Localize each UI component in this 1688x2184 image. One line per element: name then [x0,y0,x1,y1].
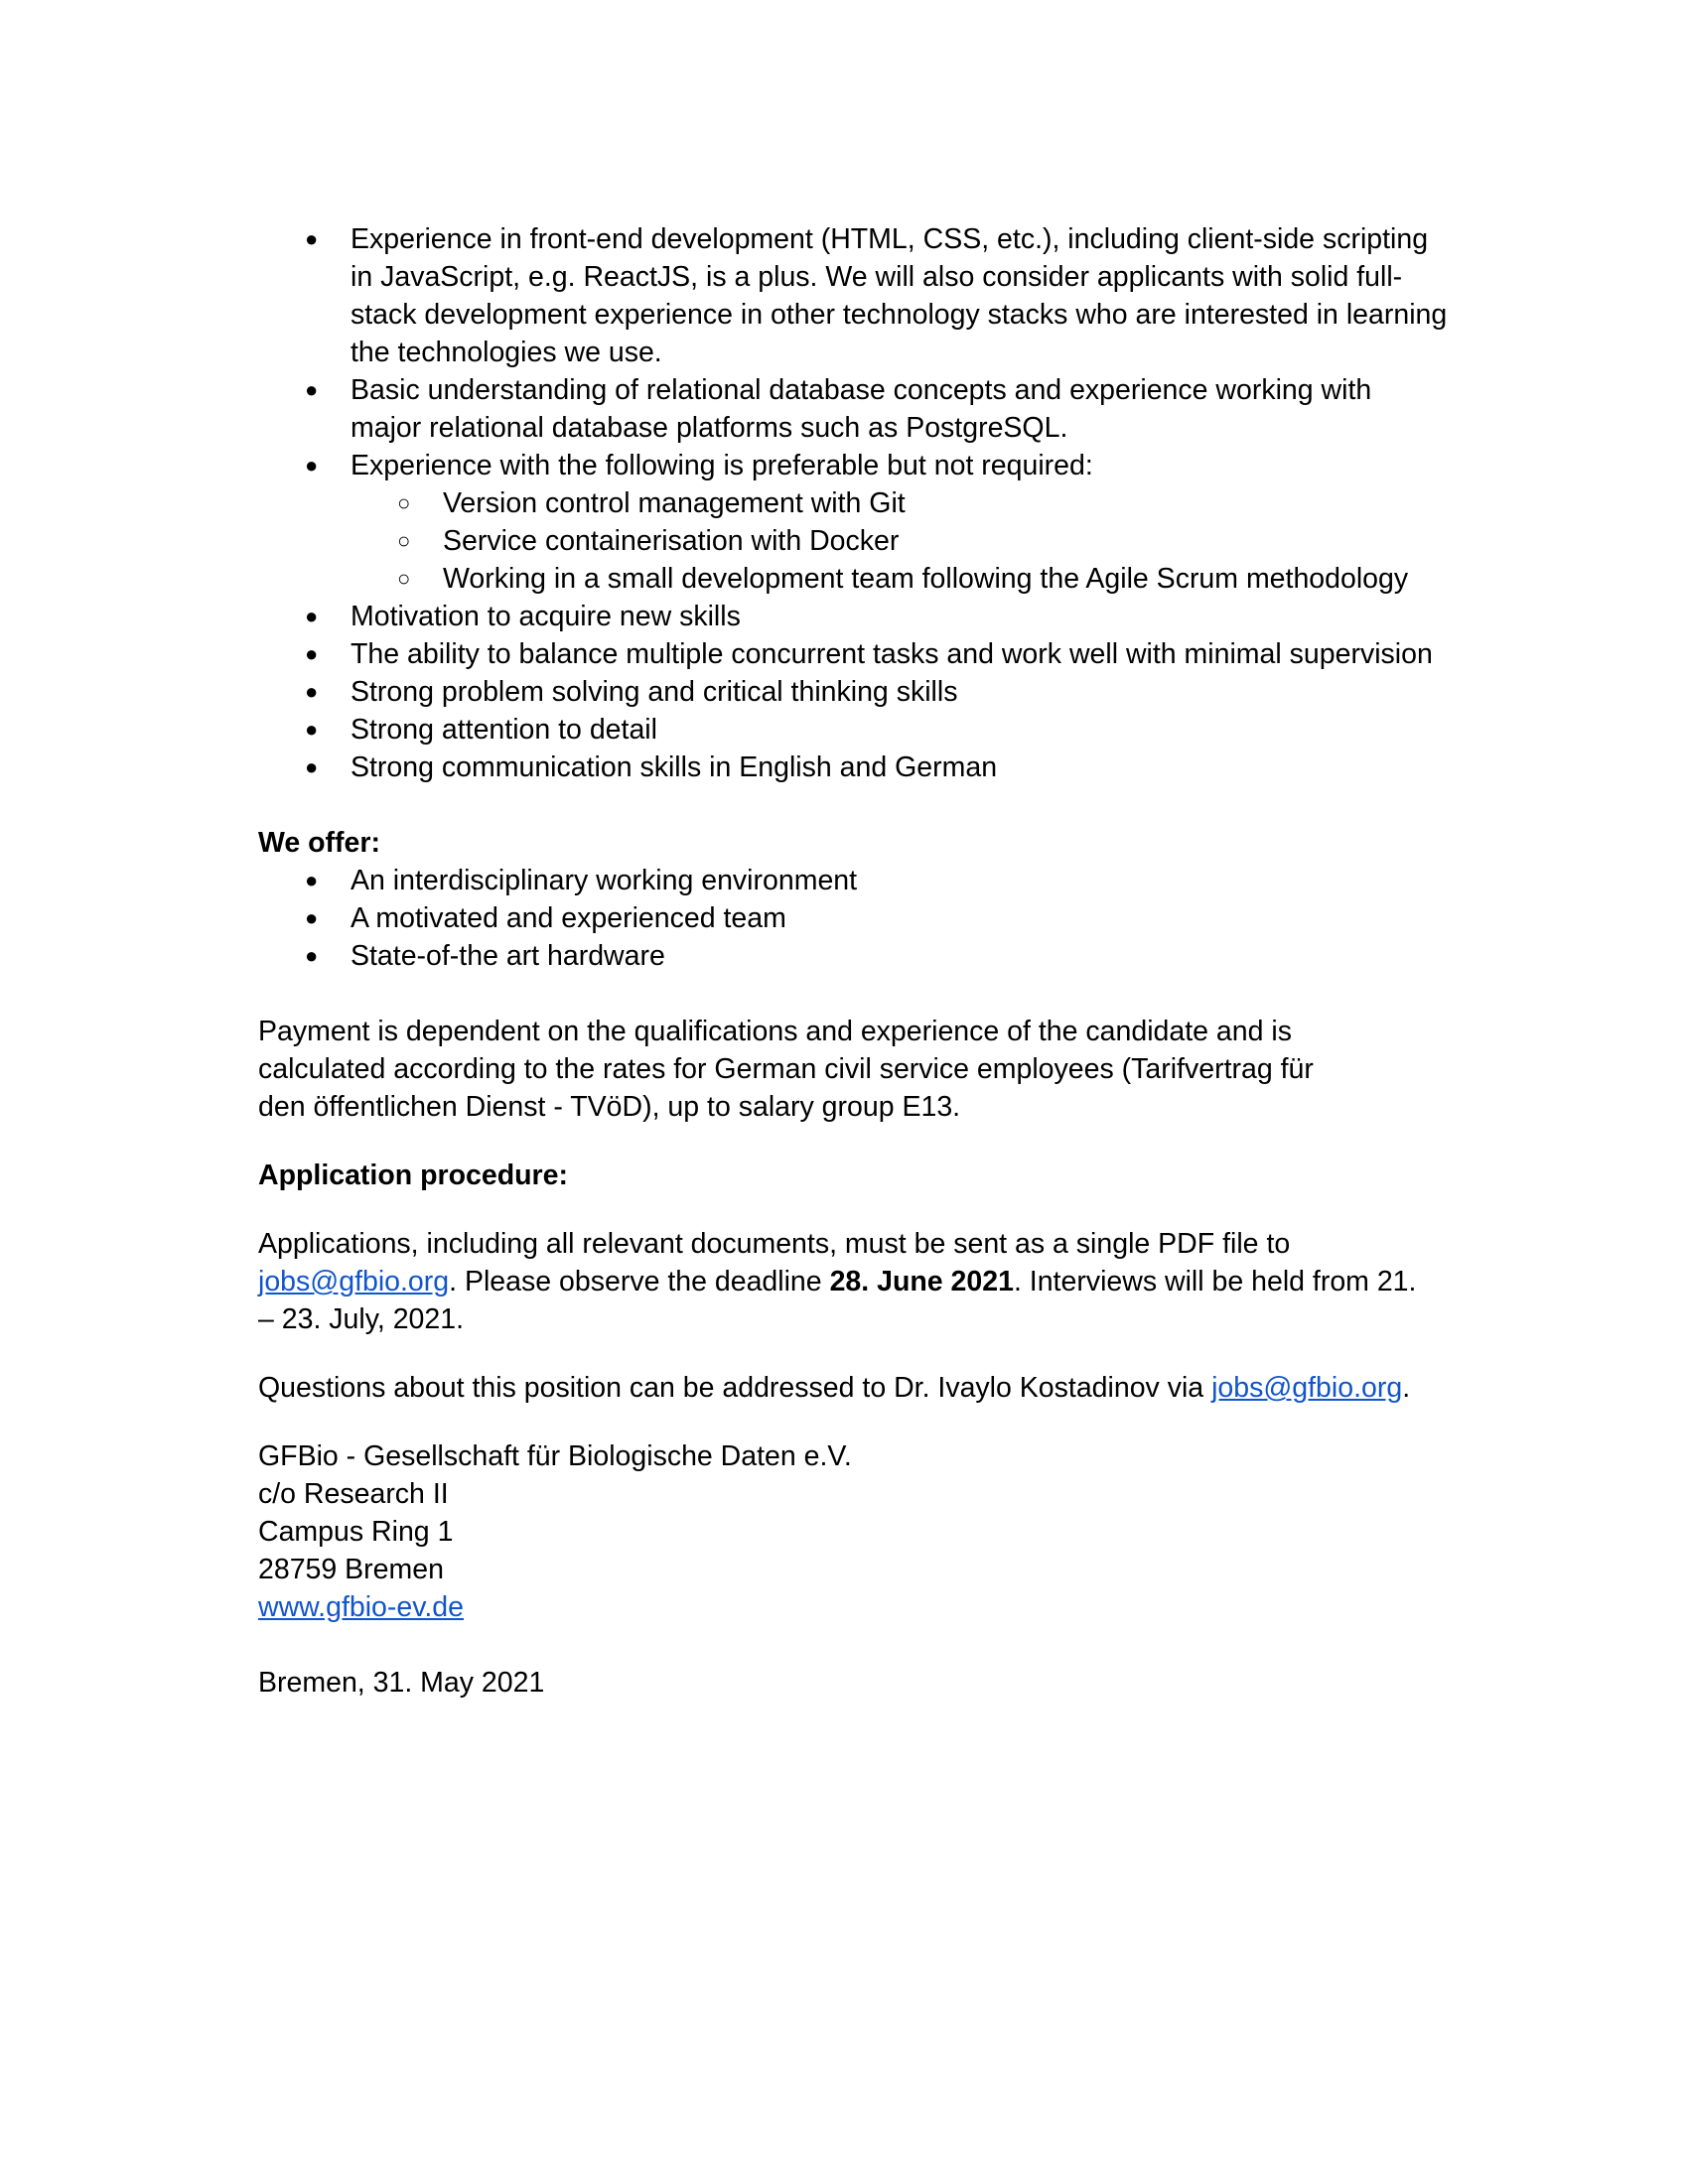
list-item [258,862,1450,899]
deadline-date: 28. June 2021 [829,1266,1014,1297]
email-link[interactable]: jobs@gfbio.org [1211,1372,1403,1404]
application-paragraph [258,1225,1450,1338]
payment-paragraph [258,1013,1450,1126]
list-item [258,711,1450,749]
deadline-prefix: . Please observe the deadline [449,1266,830,1297]
spacer [258,1626,1450,1664]
requirement-text: Experience with the following is preferable but not required: [351,450,1093,481]
address-line: c/o Research II [258,1478,449,1510]
spacer [258,1194,1450,1225]
offer-list [258,862,1450,975]
website-link[interactable]: www.gfbio-ev.de [258,1591,464,1623]
spacer [258,786,1450,824]
spacer [258,975,1450,1013]
bullet-icon: ● [305,717,319,742]
bullet-icon: ● [305,905,319,930]
requirement-text: Strong attention to detail [351,714,657,746]
list-item [258,899,1450,937]
preferable-text: Service containerisation with Docker [443,525,900,557]
spacer [258,1126,1450,1157]
list-item [258,673,1450,711]
website-line [258,1588,1450,1626]
email-link[interactable]: jobs@gfbio.org [258,1266,450,1297]
offer-text: State-of-the art hardware [351,940,665,972]
list-item [258,598,1450,635]
payment-line: Payment is dependent on the qualifications and experience of the candidate and is [258,1016,1292,1047]
list-item [351,484,1450,522]
preferable-text: Working in a small development team following the Agile Scrum methodology [443,563,1409,595]
list-item [258,937,1450,975]
list-item [258,371,1450,447]
bullet-icon: ● [305,943,319,968]
list-item [351,560,1450,598]
offer-heading: We offer: [258,827,380,859]
organization-name: GFBio - Gesellschaft für Biologische Daten e.V. [258,1440,852,1472]
questions-end: . [1402,1372,1411,1404]
requirement-text: Strong communication skills in English and German [351,751,998,783]
questions-text: Questions about this position can be addressed to Dr. Ivaylo Kostadinov via [258,1372,1212,1404]
bullet-icon: ● [305,679,319,704]
deadline-suffix: . Interviews will be held from 21. [1013,1266,1417,1297]
preferable-text: Version control management with Git [443,487,906,519]
requirement-text: Strong problem solving and critical thinking skills [351,676,958,708]
bullet-icon: ● [305,453,319,478]
application-deadline-line [258,1263,1450,1300]
signoff: Bremen, 31. May 2021 [258,1667,545,1699]
payment-line: calculated according to the rates for German civil service employees (Tarifvertrag für [258,1053,1314,1085]
circle-bullet-icon: ○ [397,528,411,553]
list-item [258,635,1450,673]
document-page [258,220,1450,1702]
requirements-list [258,220,1450,786]
bullet-icon: ● [305,868,319,892]
spacer [258,1338,1450,1369]
bullet-icon: ● [305,226,319,251]
spacer [258,1407,1450,1437]
circle-bullet-icon: ○ [397,490,411,515]
application-intro: Applications, including all relevant documents, must be sent as a single PDF file to [258,1228,1291,1260]
address-line: 28759 Bremen [258,1554,444,1585]
requirement-text: Motivation to acquire new skills [351,601,741,632]
application-heading: Application procedure: [258,1160,568,1191]
bullet-icon: ● [305,641,319,666]
list-item [258,447,1450,598]
preferable-sublist [351,484,1450,598]
offer-text: An interdisciplinary working environment [351,865,858,896]
offer-text: A motivated and experienced team [351,902,786,934]
requirement-text: Basic understanding of relational database concepts and experience working with major relational database platforms such as PostgreSQL. [351,374,1372,444]
payment-line: den öffentlichen Dienst - TVöD), up to salary group E13. [258,1091,961,1123]
bullet-icon: ● [305,604,319,628]
questions-paragraph [258,1369,1450,1407]
list-item [258,220,1450,371]
circle-bullet-icon: ○ [397,566,411,591]
requirement-text: Experience in front-end development (HTML, CSS, etc.), including client-side scripting in JavaScript, e.g. ReactJS, is a plus. We will also consider applicants with solid full-stack development experience in other technology stacks who are interested in learning the technologies we use. [351,223,1448,368]
address-block [258,1437,1450,1626]
bullet-icon: ● [305,754,319,779]
list-item [258,749,1450,786]
bullet-icon: ● [305,377,319,402]
list-item [351,522,1450,560]
address-line: Campus Ring 1 [258,1516,454,1548]
requirement-text: The ability to balance multiple concurrent tasks and work well with minimal supervision [351,638,1433,670]
interview-dates: – 23. July, 2021. [258,1303,465,1335]
